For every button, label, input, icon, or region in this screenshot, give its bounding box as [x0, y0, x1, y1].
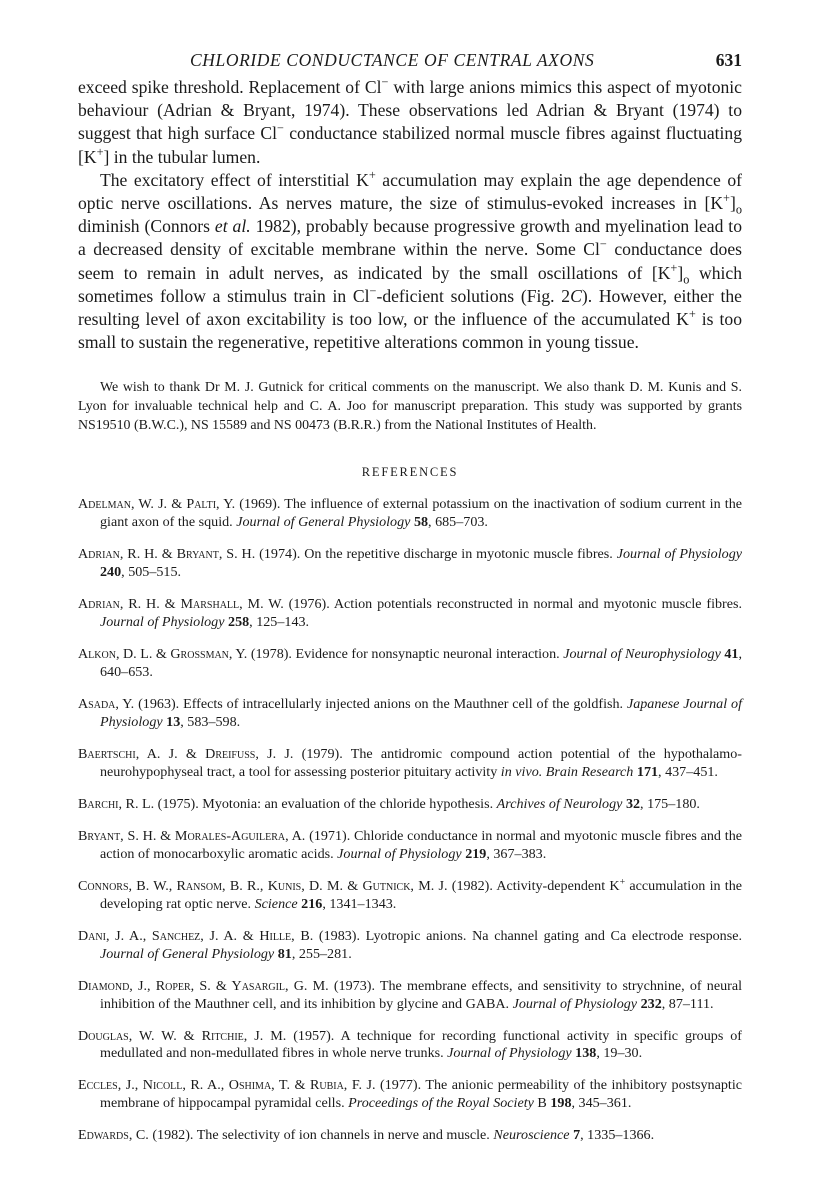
reference-item: Bryant, S. H. & Morales-Aguilera, A. (1971). Chloride conductance in normal and myotonic muscle fibres and the action of monocarboxylic aromatic acids. Journal of Physiology 219, 367–383.: [78, 827, 742, 862]
body-paragraph-1: exceed spike threshold. Replacement of Cl− with large anions mimics this aspect of myotonic behaviour (Adrian & Bryant, 1974). These observations led Adrian & Bryant (1974) to suggest that high surface Cl− conductance stabilized normal muscle fibres against fluctuating [K+] in the tubular lumen.: [78, 75, 743, 167]
reference-item: Diamond, J., Roper, S. & Yasargil, G. M. (1973). The membrane effects, and sensitivity to strychnine, of neural inhibition of the Mauthner cell, and its inhibition by glycine and GABA. Journal of Physiology 232, 87–111.: [78, 977, 742, 1012]
reference-item: Baertschi, A. J. & Dreifuss, J. J. (1979). The antidromic compound action potential of the hypothalamo-neurohypophyseal tract, a tool for assessing posterior pituitary activity in vivo. Brain Research 171, 437–451.: [78, 745, 742, 780]
reference-item: Dani, J. A., Sanchez, J. A. & Hille, B. (1983). Lyotropic anions. Na channel gating and Ca electrode response. Journal of General Physiology 81, 255–281.: [78, 927, 742, 962]
reference-item: Alkon, D. L. & Grossman, Y. (1978). Evidence for nonsynaptic neuronal interaction. Journal of Neurophysiology 41, 640–653.: [78, 646, 742, 681]
reference-item: Douglas, W. W. & Ritchie, J. M. (1957). A technique for recording functional activity in specific groups of medullated and non-medullated fibres in whole nerve trunks. Journal of Physiology 138, 19–30.: [78, 1027, 743, 1062]
reference-item: Edwards, C. (1982). The selectivity of ion channels in nerve and muscle. Neuroscience 7, 1335–1366.: [78, 1127, 655, 1144]
references-heading: REFERENCES: [361, 465, 459, 480]
reference-item: Connors, B. W., Ransom, B. R., Kunis, D. M. & Gutnick, M. J. (1982). Activity-dependent K+ accumulation in the developing rat optic nerve. Science 216, 1341–1343.: [78, 876, 742, 912]
reference-item: Adelman, W. J. & Palti, Y. (1969). The influence of external potassium on the inactivation of sodium current in the giant axon of the squid. Journal of General Physiology 58, 685–703.: [78, 496, 742, 531]
reference-item: Eccles, J., Nicoll, R. A., Oshima, T. & Rubia, F. J. (1977). The anionic permeability of the inhibitory postsynaptic membrane of hippocampal pyramidal cells. Proceedings of the Royal Society B 198, 345–361.: [78, 1077, 742, 1112]
acknowledgement: We wish to thank Dr M. J. Gutnick for critical comments on the manuscript. We also thank D. M. Kunis and S. Lyon for invaluable technical help and C. A. Joo for manuscript preparation. This study was supported by grants NS19510 (B.W.C.), NS 15589 and NS 00473 (B.R.R.) from the National Institutes of Health.: [78, 380, 742, 434]
reference-item: Asada, Y. (1963). Effects of intracellularly injected anions on the Mauthner cell of the goldfish. Japanese Journal of Physiology 13, 583–598.: [78, 696, 743, 730]
reference-item: Adrian, R. H. & Marshall, M. W. (1976). Action potentials reconstructed in normal and myotonic muscle fibres. Journal of Physiology 258, 125–143.: [78, 596, 742, 631]
running-head: [78, 50, 742, 76]
running-title: CHLORIDE CONDUCTANCE OF CENTRAL AXONS: [190, 50, 595, 70]
body-paragraph-2: The excitatory effect of interstitial K+ accumulation may explain the age dependence of optic nerve oscillations. As nerves mature, the size of stimulus-evoked increases in $[K^+]_o$ diminish (Connors et al. 1982), probably because progressive growth and myelination lead to a decreased density of excitable membrane within the nerve. Some Cl− conductance does seem to remain in adult nerves, as indicated by the small oscillations of $[K^+]_o$ which sometimes follow a stimulus train in Cl−-deficient solutions (Fig. 2C). However, either the resulting level of axon excitability is too low, or the influence of the accumulated K+ is too small to sustain the regenerative, repetitive alterations common in young tissue.: [78, 167, 743, 353]
journal-page: [78, 50, 742, 1151]
reference-item: Barchi, R. L. (1975). Myotonia: an evaluation of the chloride hypothesis. Archives of Neurology 32, 175–180.: [78, 795, 700, 812]
reference-list: [78, 496, 742, 1145]
page-number: 631: [715, 50, 742, 70]
reference-item: Adrian, R. H. & Bryant, S. H. (1974). On the repetitive discharge in myotonic muscle fibres. Journal of Physiology 240, 505–515.: [78, 546, 742, 581]
